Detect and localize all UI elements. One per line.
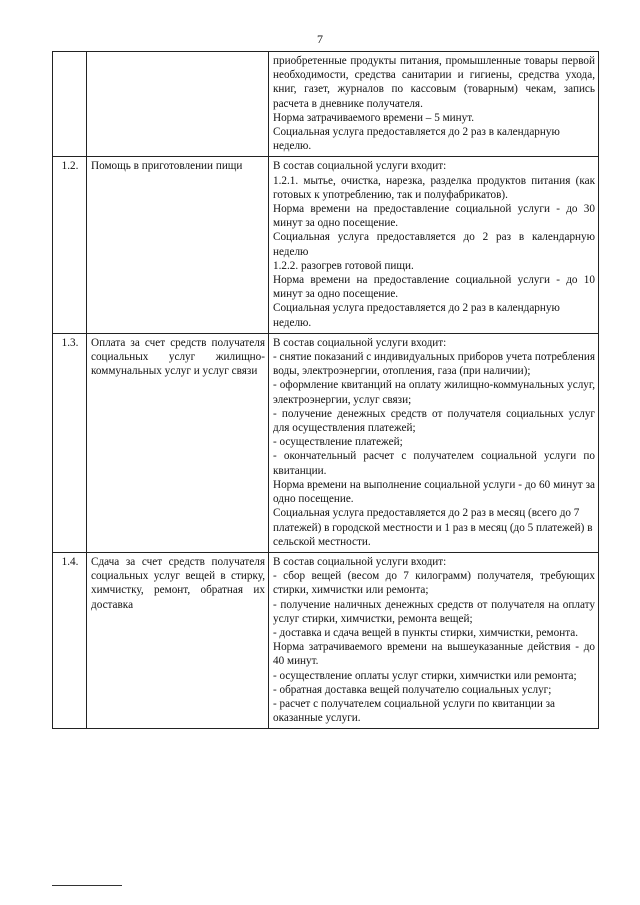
service-description-cell	[269, 552, 599, 728]
table-row-1-1-continued	[53, 52, 599, 157]
services-table-body	[53, 52, 599, 729]
service-description-cell	[269, 333, 599, 552]
description-line: Социальная услуга предоставляется до 2 раз в календарную неделю	[273, 231, 595, 258]
description-line: - обратная доставка вещей получателю социальных услуг;	[273, 683, 552, 696]
row-number-cell: 1.2.	[53, 157, 87, 333]
service-description-cell	[269, 52, 599, 157]
row-number-cell: 1.3.	[53, 333, 87, 552]
description-line: Норма времени на предоставление социальной услуги - до 10 минут за одно посещение.	[273, 274, 595, 301]
description-line: - окончательный расчет с получателем социальной услуги по квитанции.	[273, 450, 595, 477]
table-row-1-4	[53, 552, 599, 728]
service-description-cell	[269, 157, 599, 333]
description-line: Норма времени на выполнение социальной услуги - до 60 минут за одно посещение.	[273, 478, 595, 506]
description-line: - оформление квитанций на оплату жилищно-коммунальных услуг, электроэнергии, услуг связи;	[273, 379, 595, 406]
description-line: Социальная услуга предоставляется до 2 раз в месяц (всего до 7 платежей) в городской местности и 1 раз в месяц (до 5 платежей) в сельской местности.	[273, 507, 593, 548]
description-line: Социальная услуга предоставляется до 2 раз в календарную неделю.	[273, 126, 560, 153]
description-line: В состав социальной услуги входит:	[273, 336, 447, 349]
service-name-cell	[87, 52, 269, 157]
description-line: - получение наличных денежных средств от получателя на оплату услуг стирки, химчистки, ремонта вещей;	[273, 598, 595, 625]
footnote-rule	[52, 885, 122, 886]
description-line: - снятие показаний с индивидуальных приборов учета потребления воды, электроэнергии, отопления, газа (при наличии);	[273, 351, 595, 378]
description-line: - доставка и сдача вещей в пункты стирки, химчистки, ремонта.	[273, 626, 578, 639]
description-line: Норма затрачиваемого времени на вышеуказанные действия - до 40 минут.	[273, 641, 595, 668]
service-name-cell	[87, 552, 269, 728]
row-number-cell	[53, 52, 87, 157]
services-table	[52, 51, 599, 729]
description-line: - расчет с получателем социальной услуги по квитанции за оказанные услуги.	[273, 697, 556, 725]
service-name-cell	[87, 157, 269, 333]
table-row-1-3	[53, 333, 599, 552]
service-name-cell	[87, 333, 269, 552]
description-line: В состав социальной услуги входит:	[273, 160, 447, 173]
service-name: Помощь в приготовлении пищи	[91, 160, 243, 173]
description-line: - осуществление платежей;	[273, 436, 403, 449]
table-row-1-2	[53, 157, 599, 333]
description-line: - получение денежных средств от получателя социальных услуг для осуществления платежей;	[273, 407, 595, 435]
description-line: 1.2.1. мытье, очистка, нарезка, разделка продуктов питания (как готовых к употреблению, так и полуфабрикатов).	[273, 174, 595, 201]
description-line: - сбор вещей (весом до 7 килограмм) получателя, требующих стирки, химчистки или ремонта;	[273, 570, 595, 597]
service-name: Сдача за счет средств получателя социальных услуг вещей в стирку, химчистку, ремонт, обратная их доставка	[91, 555, 265, 611]
description-line: - осуществление оплаты услуг стирки, химчистки или ремонта;	[273, 669, 577, 682]
description-line: приобретенные продукты питания, промышленные товары первой необходимости, средства санитарии и гигиены, средства ухода, книг, газет, журналов по кассовым (товарным) чекам, запись расчета в дневнике получателя.	[273, 55, 595, 110]
row-number-cell: 1.4.	[53, 552, 87, 728]
description-line: Социальная услуга предоставляется до 2 раз в календарную неделю.	[273, 302, 560, 329]
service-name: Оплата за счет средств получателя социальных услуг жилищно-коммунальных услуг и услуг связи	[91, 336, 265, 378]
description-line: Норма времени на предоставление социальной услуги - до 30 минут за одно посещение.	[273, 203, 595, 230]
description-line: 1.2.2. разогрев готовой пищи.	[273, 259, 414, 272]
page-number: 7	[317, 32, 323, 46]
description-line: Норма затрачиваемого времени – 5 минут.	[273, 111, 475, 124]
description-line: В состав социальной услуги входит:	[273, 555, 447, 568]
